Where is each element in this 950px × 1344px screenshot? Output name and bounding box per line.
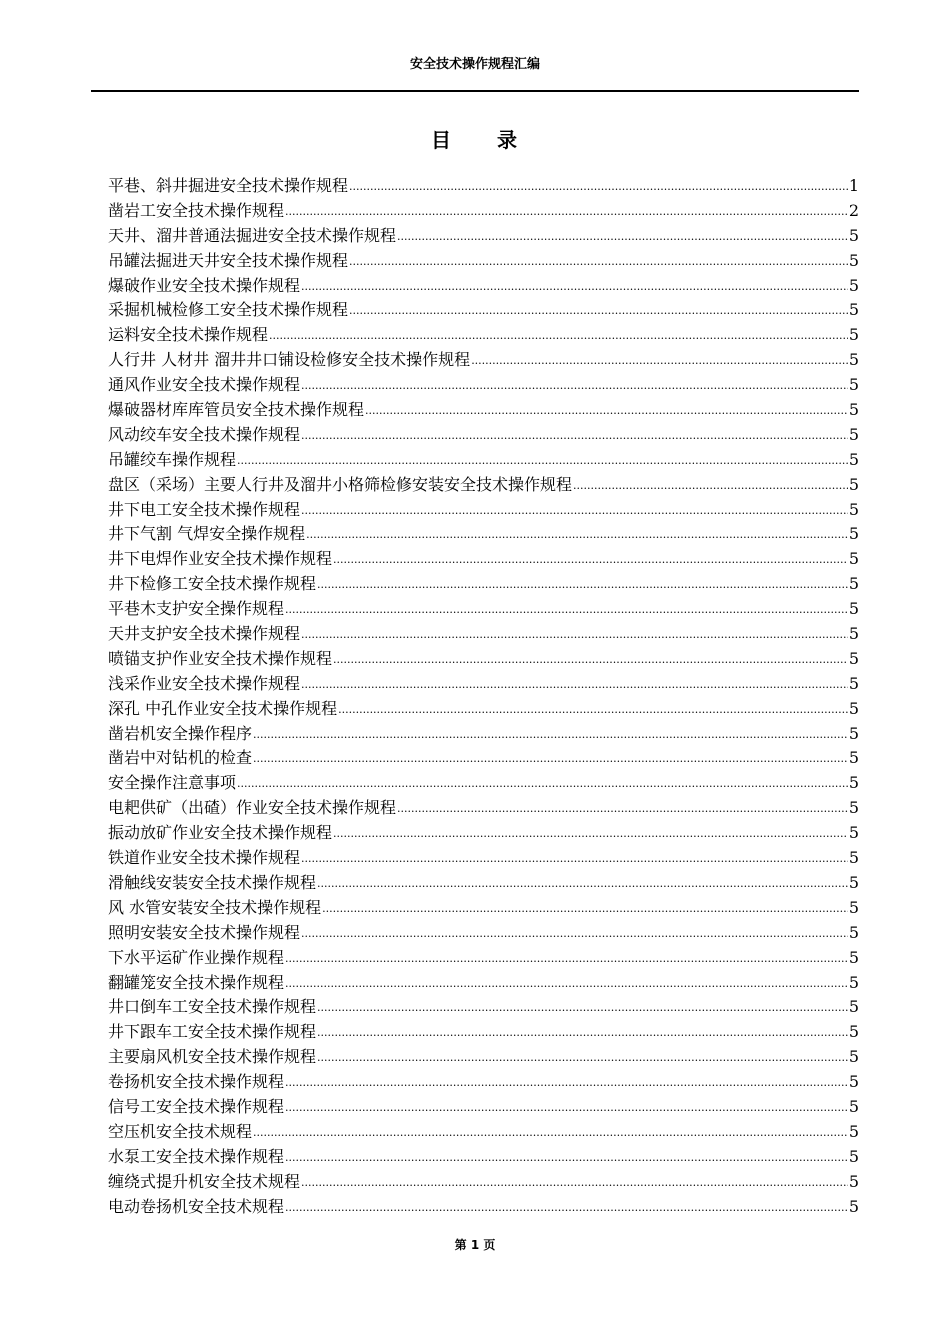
toc-dot-leader <box>285 1094 848 1121</box>
toc-dot-leader <box>301 671 848 698</box>
toc-entry-page-number: 5 <box>848 648 859 668</box>
toc-entry[interactable] <box>108 448 859 473</box>
toc-dot-leader <box>237 447 848 474</box>
toc-entry[interactable] <box>108 398 859 423</box>
toc-entry[interactable] <box>108 821 859 846</box>
toc-dot-leader <box>253 721 848 748</box>
toc-dot-leader <box>301 920 848 947</box>
toc-entry-page-number: 5 <box>848 499 859 519</box>
toc-entry-page-number: 5 <box>848 325 859 345</box>
toc-dot-leader <box>397 795 848 822</box>
toc-entry-label: 人行井 人材井 溜井井口铺设检修安全技术操作规程 <box>108 350 471 370</box>
toc-entry-label: 卷扬机安全技术操作规程 <box>108 1072 285 1092</box>
toc-entry-page-number: 5 <box>848 922 859 942</box>
toc-entry[interactable] <box>108 1145 859 1170</box>
toc-entry-label: 缠绕式提升机安全技术规程 <box>108 1171 301 1191</box>
toc-entry[interactable] <box>108 174 859 199</box>
toc-entry[interactable] <box>108 423 859 448</box>
toc-entry[interactable] <box>108 995 859 1020</box>
toc-entry-label: 浅采作业安全技术操作规程 <box>108 673 301 693</box>
toc-entry[interactable] <box>108 896 859 921</box>
toc-entry-page-number: 5 <box>848 1146 859 1166</box>
toc-entry-page-number: 5 <box>848 549 859 569</box>
toc-entry[interactable] <box>108 224 859 249</box>
toc-entry-page-number: 5 <box>848 723 859 743</box>
toc-dot-leader <box>317 1019 848 1046</box>
toc-dot-leader <box>301 497 848 524</box>
toc-dot-leader <box>317 571 848 598</box>
toc-entry-label: 天井、溜井普通法掘进安全技术操作规程 <box>108 225 397 245</box>
toc-entry[interactable] <box>108 597 859 622</box>
toc-dot-leader <box>253 745 848 772</box>
toc-entry-label: 喷锚支护作业安全技术操作规程 <box>108 648 333 668</box>
toc-dot-leader <box>365 397 848 424</box>
toc-entry-label: 井下检修工安全技术操作规程 <box>108 574 317 594</box>
toc-dot-leader <box>333 646 848 673</box>
toc-dot-leader <box>322 895 848 922</box>
toc-dot-leader <box>306 521 848 548</box>
toc-dot-leader <box>285 970 848 997</box>
toc-entry-page-number: 5 <box>848 599 859 619</box>
toc-dot-leader <box>301 372 848 399</box>
toc-entry[interactable] <box>108 1070 859 1095</box>
toc-entry-label: 电动卷扬机安全技术规程 <box>108 1196 285 1216</box>
toc-dot-leader <box>317 1044 848 1071</box>
toc-entry-label: 凿岩机安全操作程序 <box>108 723 253 743</box>
toc-dot-leader <box>349 173 848 200</box>
toc-entry[interactable] <box>108 1195 859 1220</box>
toc-entry-label: 井下气割 气焊安全操作规程 <box>108 524 306 544</box>
toc-dot-leader <box>349 297 848 324</box>
toc-entry[interactable] <box>108 647 859 672</box>
toc-entry-page-number: 5 <box>848 225 859 245</box>
toc-dot-leader <box>317 994 848 1021</box>
toc-entry-page-number: 5 <box>848 375 859 395</box>
toc-dot-leader <box>338 696 848 723</box>
toc-entry-label: 平巷木支护安全操作规程 <box>108 599 285 619</box>
toc-entry-page-number: 5 <box>848 524 859 544</box>
toc-entry-label: 盘区（采场）主要人行井及溜井小格筛检修安装安全技术操作规程 <box>108 474 573 494</box>
toc-entry-label: 主要扇风机安全技术操作规程 <box>108 1047 317 1067</box>
toc-entry[interactable] <box>108 498 859 523</box>
toc-entry-page-number: 5 <box>848 474 859 494</box>
toc-entry-label: 凿岩工安全技术操作规程 <box>108 200 285 220</box>
toc-list <box>108 174 859 1219</box>
toc-entry-page-number: 5 <box>848 1022 859 1042</box>
toc-entry-label: 下水平运矿作业操作规程 <box>108 947 285 967</box>
toc-dot-leader <box>317 870 848 897</box>
toc-entry-page-number: 5 <box>848 997 859 1017</box>
toc-entry-label: 翻罐笼安全技术操作规程 <box>108 972 285 992</box>
toc-entry[interactable] <box>108 473 859 498</box>
toc-entry[interactable] <box>108 547 859 572</box>
toc-entry-page-number: 5 <box>848 798 859 818</box>
toc-entry[interactable] <box>108 323 859 348</box>
toc-entry[interactable] <box>108 622 859 647</box>
toc-entry[interactable] <box>108 298 859 323</box>
toc-entry-label: 吊罐绞车操作规程 <box>108 449 237 469</box>
toc-entry-label: 安全操作注意事项 <box>108 773 237 793</box>
toc-entry-label: 电耙供矿（出碴）作业安全技术操作规程 <box>108 798 397 818</box>
toc-entry-page-number: 1 <box>848 176 859 195</box>
toc-entry[interactable] <box>108 672 859 697</box>
toc-entry-label: 风 水管安装安全技术操作规程 <box>108 897 322 917</box>
toc-entry-page-number: 5 <box>848 250 859 270</box>
toc-entry-page-number: 5 <box>848 1047 859 1067</box>
toc-entry[interactable] <box>108 946 859 971</box>
toc-entry[interactable] <box>108 522 859 547</box>
toc-entry-label: 井下电焊作业安全技术操作规程 <box>108 549 333 569</box>
toc-dot-leader <box>285 1194 848 1221</box>
toc-entry-page-number: 5 <box>848 424 859 444</box>
toc-entry-label: 空压机安全技术规程 <box>108 1121 253 1141</box>
toc-entry-page-number: 5 <box>848 972 859 992</box>
toc-entry[interactable] <box>108 274 859 299</box>
toc-dot-leader <box>301 273 848 300</box>
page-header-title: 安全技术操作规程汇编 <box>409 57 540 72</box>
toc-dot-leader <box>269 322 848 349</box>
toc-dot-leader <box>285 198 848 225</box>
toc-entry-page-number: 5 <box>848 848 859 868</box>
toc-dot-leader <box>333 820 848 847</box>
toc-dot-leader <box>301 845 848 872</box>
toc-entry-label: 铁道作业安全技术操作规程 <box>108 848 301 868</box>
toc-entry-page-number: 5 <box>848 400 859 420</box>
toc-entry-page-number: 5 <box>848 624 859 644</box>
toc-entry[interactable] <box>108 697 859 722</box>
toc-entry[interactable] <box>108 971 859 996</box>
toc-entry-label: 平巷、斜井掘进安全技术操作规程 <box>108 176 349 195</box>
toc-entry[interactable] <box>108 846 859 871</box>
toc-title-char-2: 录 <box>497 128 519 152</box>
toc-entry[interactable] <box>108 572 859 597</box>
toc-dot-leader <box>301 422 848 449</box>
toc-entry-page-number: 5 <box>848 1171 859 1191</box>
toc-dot-leader <box>253 1119 848 1146</box>
toc-dot-leader <box>573 472 848 499</box>
toc-dot-leader <box>237 770 848 797</box>
toc-entry[interactable] <box>108 1095 859 1120</box>
page-number-footer: 第 1 页 <box>454 1238 496 1252</box>
toc-entry-label: 运料安全技术操作规程 <box>108 325 269 345</box>
toc-entry-page-number: 5 <box>848 1096 859 1116</box>
toc-title-char-1: 目 <box>431 128 453 152</box>
toc-entry-page-number: 5 <box>848 947 859 967</box>
toc-entry-page-number: 5 <box>848 872 859 892</box>
toc-entry-label: 水泵工安全技术操作规程 <box>108 1146 285 1166</box>
toc-entry-page-number: 5 <box>848 1196 859 1216</box>
toc-entry-label: 吊罐法掘进天井安全技术操作规程 <box>108 250 349 270</box>
toc-entry-page-number: 5 <box>848 748 859 768</box>
toc-entry-page-number: 5 <box>848 300 859 320</box>
toc-entry[interactable] <box>108 249 859 274</box>
toc-entry-label: 风动绞车安全技术操作规程 <box>108 424 301 444</box>
toc-entry-page-number: 5 <box>848 1121 859 1141</box>
toc-dot-leader <box>471 347 848 374</box>
toc-entry-page-number: 5 <box>848 1072 859 1092</box>
toc-dot-leader <box>285 596 848 623</box>
toc-entry[interactable] <box>108 722 859 747</box>
toc-entry[interactable] <box>108 871 859 896</box>
toc-entry-label: 凿岩中对钻机的检查 <box>108 748 253 768</box>
toc-entry[interactable] <box>108 771 859 796</box>
toc-dot-leader <box>349 248 848 275</box>
toc-entry-page-number: 5 <box>848 350 859 370</box>
header-rule <box>91 90 859 92</box>
toc-entry-label: 采掘机械检修工安全技术操作规程 <box>108 300 349 320</box>
toc-entry-label: 井口倒车工安全技术操作规程 <box>108 997 317 1017</box>
toc-title <box>0 127 950 153</box>
toc-entry[interactable] <box>108 1045 859 1070</box>
toc-entry-page-number: 5 <box>848 773 859 793</box>
toc-entry[interactable] <box>108 1170 859 1195</box>
toc-entry-page-number: 5 <box>848 823 859 843</box>
toc-entry[interactable] <box>108 1120 859 1145</box>
toc-dot-leader <box>301 1169 848 1196</box>
toc-entry-label: 振动放矿作业安全技术操作规程 <box>108 823 333 843</box>
toc-dot-leader <box>301 621 848 648</box>
toc-entry-page-number: 5 <box>848 275 859 295</box>
toc-dot-leader <box>285 945 848 972</box>
toc-entry-page-number: 2 <box>848 200 859 220</box>
toc-entry-label: 照明安装安全技术操作规程 <box>108 922 301 942</box>
toc-entry-page-number: 5 <box>848 698 859 718</box>
toc-entry[interactable] <box>108 348 859 373</box>
toc-entry[interactable] <box>108 373 859 398</box>
toc-entry-label: 天井支护安全技术操作规程 <box>108 624 301 644</box>
toc-dot-leader <box>285 1069 848 1096</box>
toc-entry-label: 深孔 中孔作业安全技术操作规程 <box>108 698 338 718</box>
toc-entry-label: 爆破作业安全技术操作规程 <box>108 275 301 295</box>
toc-entry[interactable] <box>108 746 859 771</box>
toc-entry-label: 滑触线安装安全技术操作规程 <box>108 872 317 892</box>
toc-entry-label: 通风作业安全技术操作规程 <box>108 375 301 395</box>
toc-dot-leader <box>397 223 848 250</box>
toc-entry-page-number: 5 <box>848 449 859 469</box>
toc-entry-page-number: 5 <box>848 673 859 693</box>
toc-entry[interactable] <box>108 796 859 821</box>
toc-entry-label: 井下跟车工安全技术操作规程 <box>108 1022 317 1042</box>
toc-entry-label: 信号工安全技术操作规程 <box>108 1096 285 1116</box>
toc-entry-page-number: 5 <box>848 897 859 917</box>
toc-entry-page-number: 5 <box>848 574 859 594</box>
toc-dot-leader <box>333 546 848 573</box>
toc-entry[interactable] <box>108 921 859 946</box>
toc-entry[interactable] <box>108 199 859 224</box>
toc-entry-label: 井下电工安全技术操作规程 <box>108 499 301 519</box>
toc-entry-label: 爆破器材库库管员安全技术操作规程 <box>108 400 365 420</box>
toc-entry[interactable] <box>108 1020 859 1045</box>
toc-dot-leader <box>285 1144 848 1171</box>
